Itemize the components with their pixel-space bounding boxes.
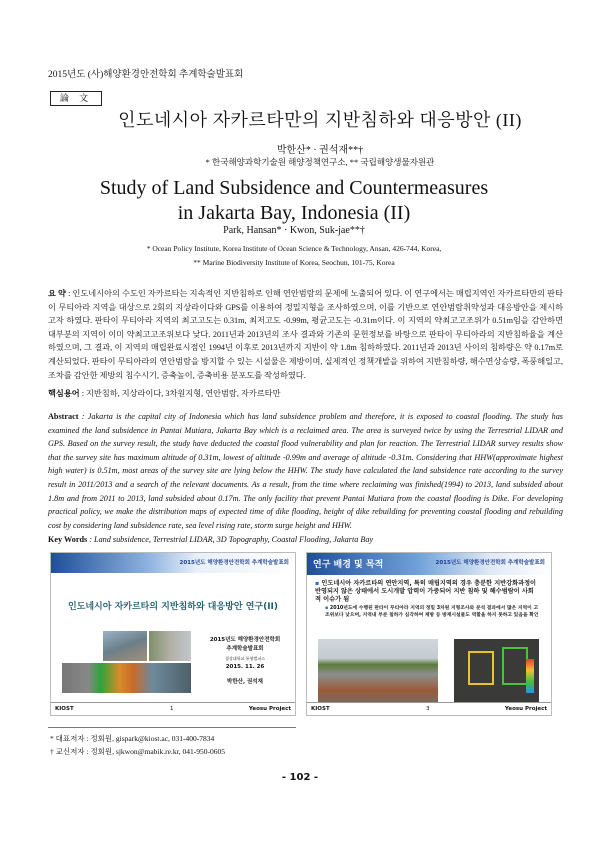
event-venue: 경상대학교 통영캠퍼스 <box>225 656 265 661</box>
english-keywords-label: Key Words <box>48 535 88 544</box>
slide-title: 연구 배경 및 목적 <box>313 560 384 570</box>
presentation-slide-3 <box>306 552 552 716</box>
page-number: - 102 - <box>281 772 319 783</box>
elevation-map-image <box>454 639 539 703</box>
slide-bullet-2: ▪ 2010년도에 수행된 판타이 무티아라 지역의 정밀 3차원 지형조사와 분석 결과에서 많은 지역이 고조위보다 낮으며, 지역내 부분 침하가 심각하여 제방 등 방재시설물도 역할을 하지 못하고 있음을 확인 <box>325 606 539 618</box>
footer-org: KIOST <box>55 706 74 712</box>
footer-project: Yeosu Project <box>248 706 291 712</box>
slide-footer <box>307 702 551 715</box>
korean-affiliations: * 한국해양과학기술원 해양정책연구소, ** 국립해양생물자원관 <box>205 157 435 167</box>
conference-header: 2015년도 (사)해양환경안전학회 추계학술발표회 <box>48 70 244 80</box>
event-name: 2015년도 해양환경안전학회 <box>209 637 281 643</box>
korean-authors: 박한산* · 권석재**† <box>276 145 364 156</box>
footer-org: KIOST <box>311 706 330 712</box>
lidar-map-image <box>62 663 191 693</box>
english-abstract-label: Abstract <box>48 412 79 421</box>
slide-title: 인도네시아 자카르타의 지반침하와 대응방안 연구(II) <box>67 602 279 612</box>
dike-photo <box>149 631 191 661</box>
slide-page: 1 <box>170 706 174 712</box>
english-keywords <box>48 533 563 547</box>
bullet-1-text: 인도네시아 자카르타의 연안지역, 특히 매립지역의 경우 충분한 지반강화과정이 반영되지 않은 상태에서 도시개발 압력이 가중되어 지반 침하 및 해수범람이 사회적 이슈가 됨 <box>315 580 537 603</box>
korean-abstract <box>48 287 563 382</box>
korean-abstract-text: : 인도네시아의 수도인 자카르타는 지속적인 지반침하로 인해 연안범람의 문제에 노출되어 있다. 이 연구에서는 매립지역인 자카르타만의 판타이 무티아라 지역을 대상으로 2회의 지상라이다와 GPS를 이용하여 정밀지형을 조사하였으며, 이를 기반으로 연안범람취약성과 대응방안을 제시하고자 하였다. 판타이 무티아라 지역의 최고고도는 0.31m, 최저고도 -0.99m, 평균고도는 -0.31m이다. 이 지역의 약최고고조위가 0.51m임을 감안하면 대부분의 지역이 이미 약최고고조위보다 낮다. 2011년과 2013년의 조사 결과와 기존의 문헌정보를 바탕으로 판타이 무티아라의 지반침하율을 계산하였으며, 그 결과, 이 지역의 매립완료시점인 1994년 이후로 2013년까지 지반이 약 1.8m 침하하였다. 2011년과 2013년 사이의 침하량은 약 0.17m로 계산되었다. 판타이 무티아라의 연안범람을 방지할 수 있는 시설물은 제방이며, 실제적인 정책개발을 위하여 지반침하량, 해수면상승량, 폭풍해일고, 조차를 감안한 제방의 침수시기, 증축높이, 증축비용 분포도를 작성하였다. <box>48 289 563 380</box>
english-keywords-text: : Land subsidence, Terrestrial LIDAR, 3D Topography, Coastal Flooding, Jakarta Bay <box>87 535 374 544</box>
bullet-2-text: 2010년도에 수행된 판타이 무티아라 지역의 정밀 3차원 지형조사와 분석 결과에서 많은 지역이 고조위보다 낮으며, 지역내 부분 침하가 심각하여 제방 등 방재시설물도 역할을 하지 못하고 있음을 확인 <box>325 606 539 618</box>
korean-keywords <box>48 387 563 401</box>
event-date: 2015. 11. 26 <box>225 664 265 670</box>
affiliation-1: * Ocean Policy Institute, Korea Institute of Ocean Science & Technology, Ansan, 426-744, Korea, <box>146 244 442 253</box>
korean-title: 인도네시아 자카르타만의 지반침하와 대응방안 (II) <box>118 110 522 130</box>
english-abstract-text: : Jakarta is the capital city of Indonesia which has land subsidence problem and therefore, it is exposed to coastal flooding. The study has examined the land subsidence in Pantai Mutiara, Jakarta Bay which is a reclaimed area. The area is surveyed twice by using the Terrestrial LIDAR and GPS. Based on the survey result, the study have deducted the coastal flood vulnerability and plan for reaction. The Terrestrial LIDAR survey results show that the survey site has maximum altitude of 0.31m, lowest of altitude -0.99m and average of altitude -0.31m. Considering that HHW(approximate highest high water) is 0.51m, most areas of the survey site are lying below the HHW. The study have calculated the land subsidence rate according to the survey result in 2011/2013 and a search of the relevant documents. As a result, from the time where reclaiming was finished(1994) to 2013, land subsided about 1.8m and from 2011 to 2013, land subsided about 0.17m. The only facility that prevent Pantai Mutiara from the coastal flooding is Dike. For developing practical policy, we make the distribution maps of expected time of dike flooding, height of dike rebuilding for preventing coastal flooding and rebuilding cost by considering land subsidence rate, sea level rising rate, storm surge height and HHW. <box>48 412 563 530</box>
english-title <box>0 176 594 226</box>
coastal-dike-photo <box>318 639 438 703</box>
footnote-corresponding: * 대표저자 : 정회원, gispark@kiost.ac, 031-400-7834 <box>50 734 215 743</box>
slide-bullet-1: ▪ 인도네시아 자카르타의 연안지역, 특히 매립지역의 경우 충분한 지반강화과정이 반영되지 않은 상태에서 도시개발 압력이 가중되어 지반 침하 및 해수범람이 사회적 이슈가 됨 <box>315 580 537 603</box>
english-title-line-2: in Jakarta Bay, Indonesia (II) <box>177 202 411 224</box>
english-abstract <box>48 410 563 532</box>
korean-keywords-text: : 지반침하, 지상라이다, 3차원지형, 연안범람, 자카르타만 <box>79 389 281 398</box>
english-title-line-1: Study of Land Subsidence and Countermeasures <box>99 177 489 199</box>
korean-keywords-label: 핵심용어 <box>48 389 80 398</box>
footnote-divider <box>48 727 296 728</box>
footnote-contact: † 교신저자 : 정회원, sjkwon@mabik.re.kr, 041-950-0605 <box>50 747 226 756</box>
slide-event-info <box>201 636 289 687</box>
english-affiliations <box>0 242 594 270</box>
paper-type-tag: 論 文 <box>50 91 102 106</box>
korean-abstract-label: 요 약 <box>48 289 66 298</box>
slide-conference: 2015년도 해양환경안전학회 추계학술발표회 <box>179 560 289 566</box>
slide-page: 3 <box>426 706 430 712</box>
footer-project: Yeosu Project <box>504 706 547 712</box>
affiliation-2: ** Marine Biodiversity Institute of Korea, Seochun, 101-75, Korea <box>193 258 395 267</box>
slide-conference: 2015년도 해양환경안전학회 추계학술발표회 <box>435 560 545 566</box>
aerial-photo <box>103 631 147 661</box>
slide-footer <box>51 702 295 715</box>
presentation-slide-1 <box>50 552 296 716</box>
english-authors: Park, Hansan* · Kwon, Suk-jae**† <box>223 225 365 236</box>
slide-authors: 박한산, 권석재 <box>227 679 263 685</box>
event-name-2: 추계학술발표회 <box>226 646 264 652</box>
